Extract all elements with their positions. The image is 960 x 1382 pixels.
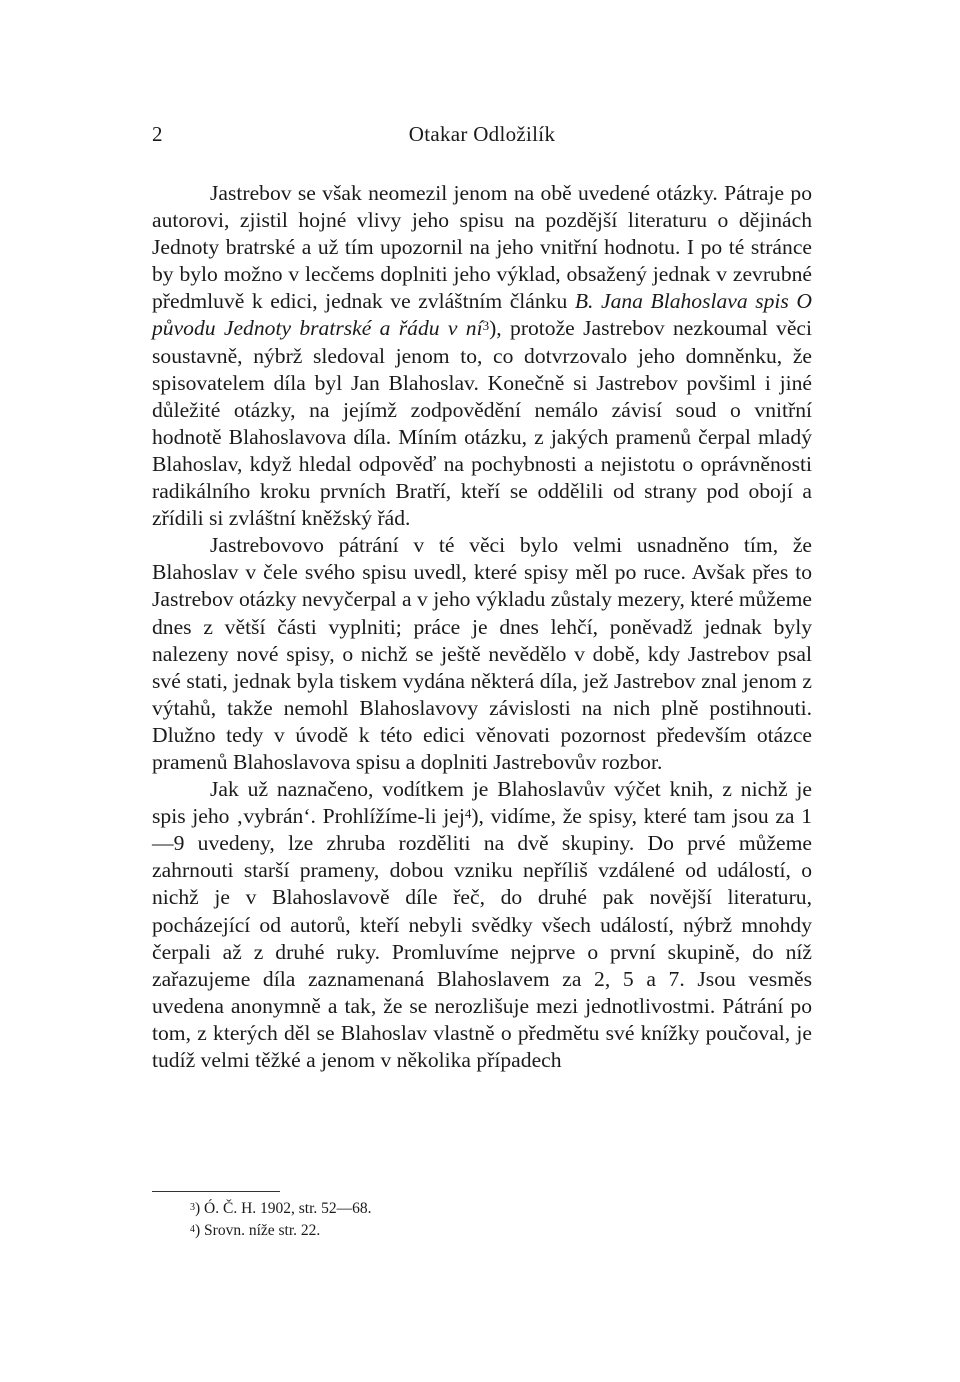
page-header	[152, 122, 812, 152]
footnote-text: ) Srovn. níže str. 22.	[195, 1222, 321, 1239]
running-head: Otakar Odložilík	[408, 122, 556, 146]
cited-article-title: B. Jana Blahoslava spis O původu Jednoty bratrské a řádu v ní	[152, 289, 812, 341]
footnote-mark: 4	[190, 1224, 195, 1235]
footnote	[190, 1198, 790, 1220]
paragraph	[152, 532, 812, 776]
paragraph-text: Jak už naznačeno, vodítkem je Blahoslavův výčet knih, z nichž je spis jeho ‚vybrán‘. Prohlížíme-li jej	[152, 777, 812, 829]
footnote-reference: 3	[482, 318, 490, 334]
footnote-text: ) Ó. Č. H. 1902, str. 52—68.	[195, 1200, 372, 1217]
paragraph	[152, 180, 812, 532]
footnote-reference: 4	[464, 806, 472, 822]
page-number: 2	[152, 122, 163, 146]
footnote-mark: 3	[190, 1202, 195, 1213]
footnote-divider	[152, 1191, 280, 1192]
paragraph-text: Jastrebov se však neomezil jenom na obě uvedené otázky. Pátraje po autorovi, zjistil hojné vlivy jeho spisu na pozdější literaturu o dějinách Jednoty bratrské a už tím upozornil na jeho vnitřní hodnotu. I po té stránce by bylo možno v lecčems doplniti jeho výklad, obsažený jednak v zevrubné předmluvě k edici, jednak ve zvláštním článku	[152, 181, 812, 314]
footnote	[190, 1220, 790, 1242]
footnotes	[190, 1198, 790, 1242]
paragraph-text: Jastrebovovo pátrání v té věci bylo velmi usnadněno tím, že Blahoslav v čele svého spisu uvedl, které spisy měl po ruce. Avšak přes to Jastrebov otázky nevyčerpal a v jeho výkladu zůstaly mezery, které můžeme dnes z větší části vyplniti; práce je dnes lehčí, poněvadž jednak byly nalezeny nové spisy, o nichž se ještě nevědělo v době, kdy Jastrebov psal své stati, jednak byla tiskem vydána některá díla, jež Jastrebov znal jenom z výtahů, takže nemohl Blahoslavovy závislosti na nich plně postihnouti. Dlužno tedy v úvodě k této edici věnovati pozornost především otázce pramenů Blahoslavova spisu a doplniti Jastrebovův rozbor.	[152, 533, 812, 774]
paragraph-text: ), vidíme, že spisy, které tam jsou za 1—9 uvedeny, lze zhruba rozděliti na dvě skupiny. Do prvé můžeme zahrnouti starší prameny, dobou vzniku nepříliš vzdálené od událostí, o nichž je v Blahoslavově díle řeč, do druhé pak novější literaturu, pocházející od autorů, kteří nebyli svědky všech událostí, nýbrž mnohdy čerpali až z druhé ruky. Promluvíme nejprve o první skupině, do níž zařazujeme díla zaznamenaná Blahoslavem za 2, 5 a 7. Jsou vesměs uvedena anonymně a tak, že se nerozlišuje mezi jednotlivostmi. Pátrání po tom, z kterých děl se Blahoslav vlastně o předmětu své knížky poučoval, je tudíž velmi těžké a jenom v několika případech	[152, 804, 812, 1072]
body-text	[152, 180, 812, 1074]
paragraph	[152, 776, 812, 1074]
paragraph-text: ), protože Jastrebov nezkoumal věci soustavně, nýbrž sledoval jenom to, co dotvrzovalo jeho domněnku, že spisovatelem díla byl Jan Blahoslav. Konečně si Jastrebov povšiml i jiné důležité otázky, na jejímž zodpovědění nemálo závisí soud o vnitřní hodnotě Blahoslavova díla. Míním otázku, z jakých pramenů čerpal mladý Blahoslav, když hledal odpověď na pochybnosti a nejistotu o oprávněnosti radikálního kroku prvních Bratří, kteří se oddělili od strany pod obojí a zřídili si zvláštní kněžský řád.	[152, 316, 812, 531]
